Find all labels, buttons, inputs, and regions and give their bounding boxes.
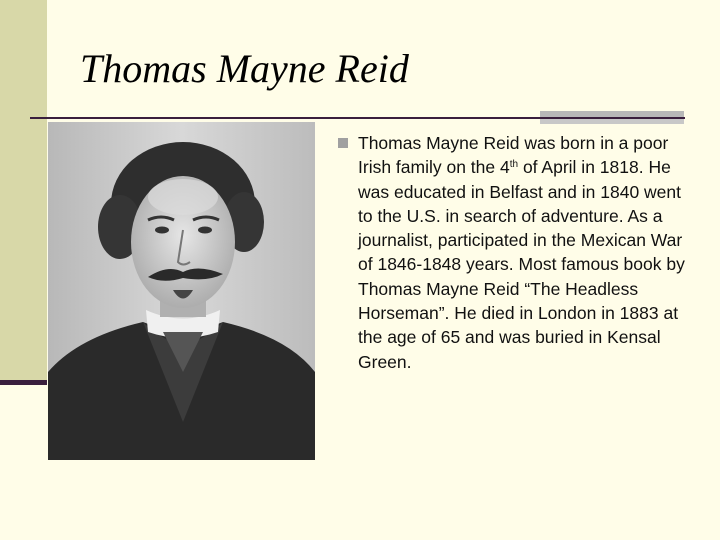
ordinal-suffix: th — [509, 159, 519, 171]
bullet-text-part-1: Thomas Mayne Reid was born in a poor Irish family on the 4 — [358, 133, 669, 178]
left-accent-band — [0, 0, 47, 385]
slide-title: Thomas Mayne Reid — [80, 46, 409, 91]
bullet-text — [358, 131, 688, 374]
bullet-item — [335, 131, 695, 374]
left-accent-rule — [0, 380, 47, 385]
portrait-illustration — [48, 122, 315, 460]
bullet-text-part-2: of April in 1818. He was educated in Belfast and in 1840 went to the U.S. in search of adventure. As a journalist, participated in the Mexican War of 1846-1848 years. Most famous book by Thomas Mayne Reid “The Headless Horseman”. He died in London in 1883 at the age of 65 and was buried in Kensal Green. — [358, 157, 685, 372]
title-rule-grey-lower — [540, 119, 684, 124]
title-rule — [30, 117, 685, 119]
portrait-image — [48, 122, 315, 460]
bullet-square-icon — [338, 138, 348, 148]
